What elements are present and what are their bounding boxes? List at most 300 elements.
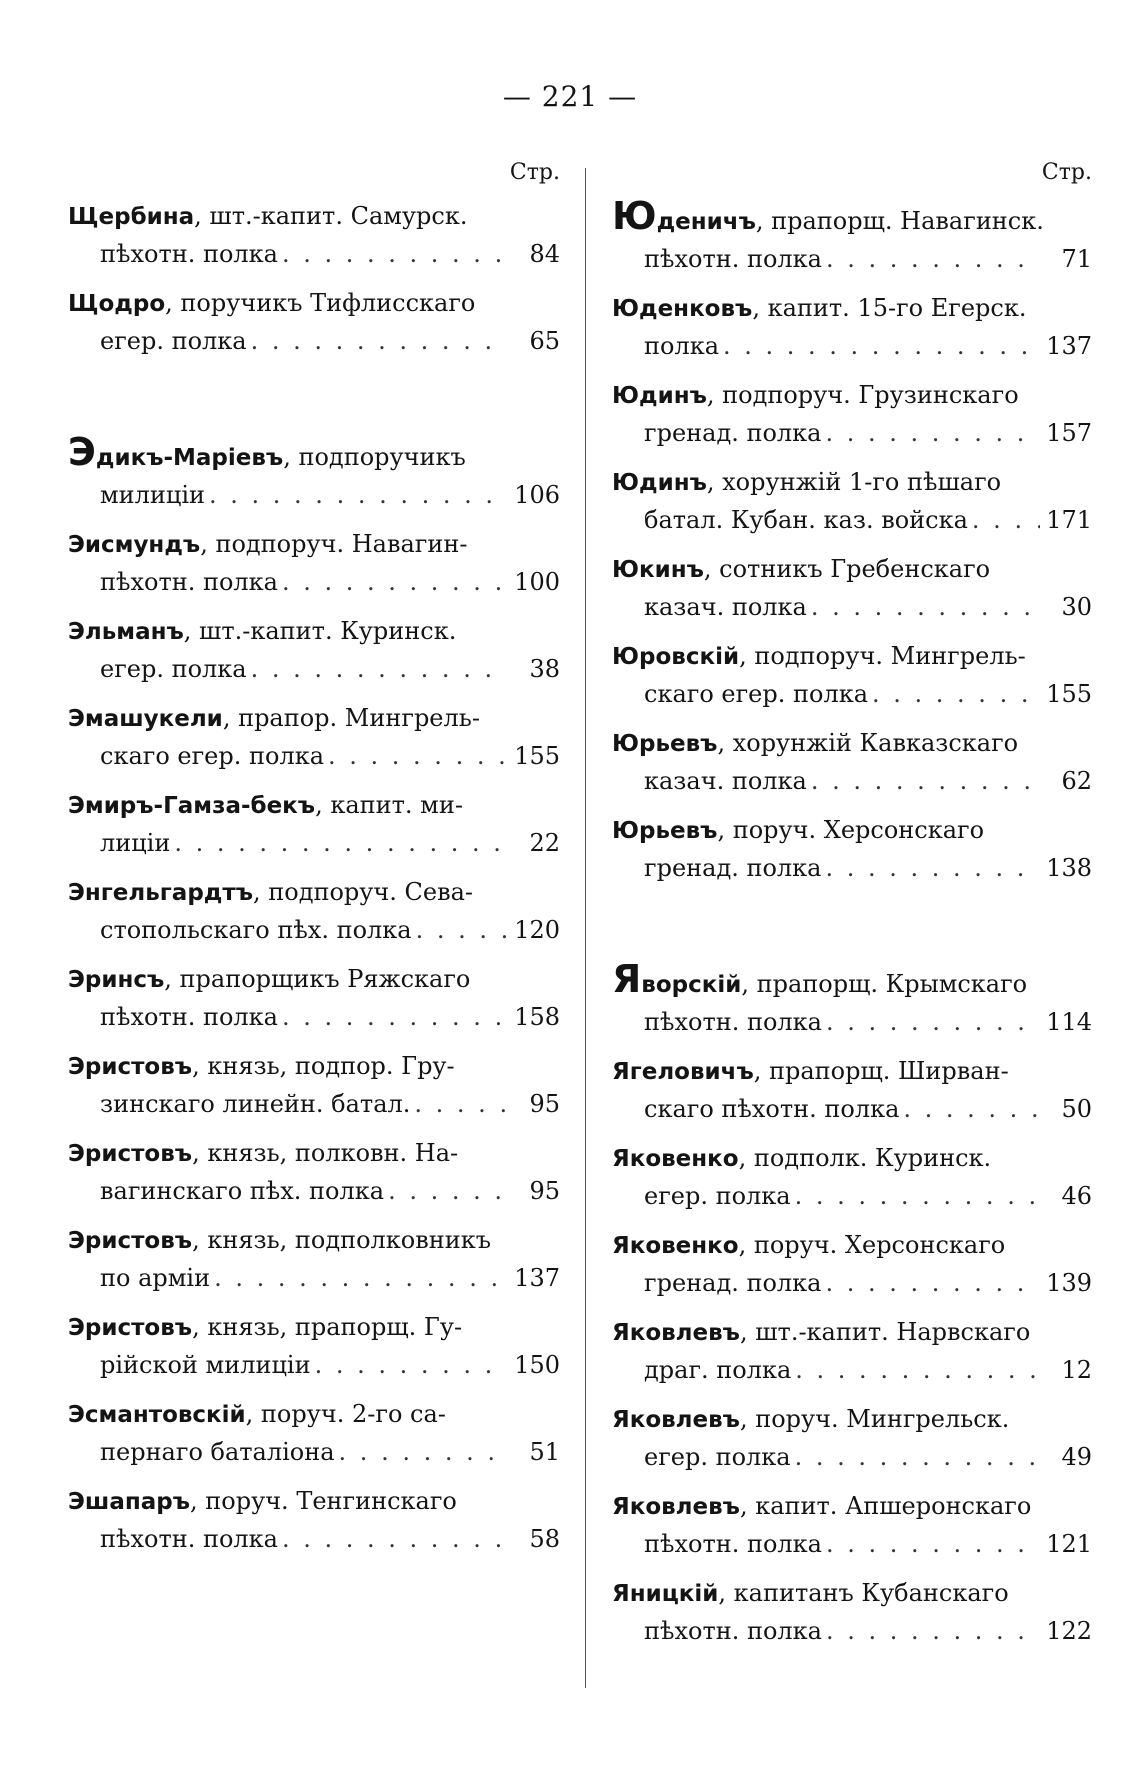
entry-line-2 bbox=[612, 589, 1092, 626]
entry-line-1 bbox=[612, 290, 1092, 328]
entry-desc-line-1: , поруч. Тенгинскаго bbox=[190, 1487, 457, 1515]
surname-rest: ербина bbox=[98, 204, 195, 230]
entry-surname bbox=[68, 874, 473, 912]
entry-surname bbox=[68, 1135, 458, 1173]
entry-line-1 bbox=[68, 285, 560, 323]
entry-line-2 bbox=[612, 502, 1092, 539]
entry-page-number: 12 bbox=[1061, 1356, 1092, 1384]
entry-desc-line-2: егер. полка bbox=[644, 1443, 791, 1471]
entry-line-1 bbox=[612, 1053, 1092, 1091]
entry-line-2 bbox=[612, 1004, 1092, 1041]
entry-line-2 bbox=[612, 1613, 1092, 1650]
entry-line-2 bbox=[68, 1260, 560, 1297]
surname-rest: исмундъ bbox=[84, 532, 201, 558]
dot-leader bbox=[414, 1086, 508, 1123]
surname-rest: ковенко bbox=[629, 1233, 739, 1259]
surname-rest: ницкій bbox=[629, 1581, 719, 1607]
entry-surname bbox=[612, 1575, 1009, 1613]
dot-leader bbox=[825, 1265, 1040, 1302]
entry-line-1 bbox=[612, 194, 1092, 241]
entry-surname bbox=[68, 285, 475, 323]
surname-rest: машукели bbox=[84, 706, 223, 732]
index-entry bbox=[612, 638, 1092, 713]
entry-surname bbox=[612, 1488, 1031, 1526]
dot-leader bbox=[811, 763, 1040, 800]
entry-line-1 bbox=[68, 1048, 560, 1086]
surname-rest: динъ bbox=[639, 470, 707, 496]
index-entry bbox=[612, 464, 1092, 539]
entry-page-number: 95 bbox=[529, 1177, 560, 1205]
surname-initial: Я bbox=[612, 1320, 630, 1346]
entry-line-1 bbox=[612, 638, 1092, 676]
surname-initial: Э bbox=[68, 1402, 85, 1428]
entry-line-2 bbox=[68, 1521, 560, 1558]
entry-page-number: 22 bbox=[529, 829, 560, 857]
entry-line-2 bbox=[612, 1091, 1092, 1128]
index-entry bbox=[612, 194, 1092, 278]
entry-page-number: 65 bbox=[529, 327, 560, 355]
surname-rest: смантовскій bbox=[84, 1402, 246, 1428]
entry-desc-line-2: казач. полка bbox=[644, 593, 807, 621]
surname-rest: ристовъ bbox=[84, 1054, 193, 1080]
entry-line-1 bbox=[68, 787, 560, 825]
entry-page-number: 157 bbox=[1046, 419, 1092, 447]
entry-desc-line-1: , поручикъ Тифлисскаго bbox=[165, 289, 476, 317]
surname-initial: Э bbox=[68, 967, 85, 993]
entry-desc-line-2: гренад. полка bbox=[644, 419, 822, 447]
entry-line-2 bbox=[612, 763, 1092, 800]
entry-page-number: 62 bbox=[1061, 767, 1092, 795]
dot-leader bbox=[903, 1091, 1040, 1128]
index-entry bbox=[612, 1227, 1092, 1302]
surname-rest: рьевъ bbox=[639, 818, 718, 844]
entry-line-2 bbox=[612, 1526, 1092, 1563]
surname-rest: ристовъ bbox=[84, 1141, 193, 1167]
entry-desc-line-1: , князь, прапорщ. Гу- bbox=[192, 1313, 463, 1341]
surname-initial: Я bbox=[612, 1059, 630, 1085]
entry-line-2 bbox=[612, 415, 1092, 452]
index-entry bbox=[68, 1048, 560, 1123]
entry-line-1 bbox=[612, 377, 1092, 415]
index-entry bbox=[68, 1396, 560, 1471]
dot-leader bbox=[251, 323, 508, 360]
dot-leader bbox=[174, 825, 508, 862]
entry-desc-line-1: , прапорщ. Навагинск. bbox=[755, 207, 1044, 235]
surname-initial: Я bbox=[612, 1233, 630, 1259]
entry-surname bbox=[612, 957, 1028, 1004]
entry-desc-line-1: , шт.-капит. Куринск. bbox=[183, 617, 457, 645]
surname-rest: геловичъ bbox=[629, 1059, 754, 1085]
dot-leader bbox=[723, 328, 1040, 365]
entry-desc-line-2: пѣхотн. полка bbox=[100, 240, 278, 268]
surname-initial: Э bbox=[68, 619, 85, 645]
entry-desc-line-1: , поруч. Херсонскаго bbox=[717, 816, 985, 844]
page-column-header: Стр. bbox=[509, 160, 560, 185]
surname-initial: Ю bbox=[612, 644, 639, 670]
entry-desc-line-1: , подпоруч. Навагин- bbox=[200, 530, 468, 558]
entry-desc-line-2: скаго егер. полка bbox=[100, 742, 325, 770]
index-entry bbox=[68, 1222, 560, 1297]
entry-line-2 bbox=[68, 1434, 560, 1471]
entry-line-1 bbox=[612, 464, 1092, 502]
surname-rest: ристовъ bbox=[84, 1315, 193, 1341]
dot-leader bbox=[825, 415, 1040, 452]
dot-leader bbox=[826, 1613, 1040, 1650]
dot-leader bbox=[282, 999, 508, 1036]
index-entry bbox=[612, 1314, 1092, 1389]
entry-page-number: 158 bbox=[514, 1003, 560, 1031]
entry-desc-line-2: лиціи bbox=[100, 829, 171, 857]
entry-surname bbox=[68, 700, 480, 738]
entry-surname bbox=[68, 430, 466, 477]
entry-page-number: 58 bbox=[529, 1525, 560, 1553]
dot-leader bbox=[282, 1521, 508, 1558]
surname-rest: денковъ bbox=[639, 296, 753, 322]
dot-leader bbox=[328, 738, 508, 775]
dot-leader bbox=[251, 651, 508, 688]
entry-desc-line-2: по арміи bbox=[100, 1264, 211, 1292]
entry-desc-line-2: пѣхотн. полка bbox=[644, 1008, 822, 1036]
entry-line-2 bbox=[68, 912, 560, 949]
letter-group-gap bbox=[612, 899, 1092, 961]
index-entry bbox=[68, 1309, 560, 1384]
entry-surname bbox=[68, 1222, 491, 1260]
surname-initial: Ю bbox=[612, 731, 639, 757]
surname-initial: Щ bbox=[68, 204, 99, 230]
entry-page-number: 51 bbox=[529, 1438, 560, 1466]
entry-line-2 bbox=[68, 564, 560, 601]
surname-initial: Э bbox=[68, 706, 85, 732]
entry-line-2 bbox=[612, 1178, 1092, 1215]
entry-line-2 bbox=[68, 999, 560, 1036]
entry-desc-line-2: милиціи bbox=[100, 481, 206, 509]
index-entry bbox=[68, 700, 560, 775]
entry-line-2 bbox=[612, 1265, 1092, 1302]
index-entry bbox=[68, 526, 560, 601]
entry-desc-line-2: скаго пѣхотн. полка bbox=[644, 1095, 900, 1123]
surname-rest: ковлевъ bbox=[629, 1320, 740, 1346]
column-divider bbox=[585, 168, 586, 1688]
index-entry bbox=[612, 1575, 1092, 1650]
entry-line-1 bbox=[68, 430, 560, 477]
entry-surname bbox=[612, 812, 984, 850]
entry-page-number: 155 bbox=[1046, 680, 1092, 708]
entry-line-2 bbox=[68, 323, 560, 360]
surname-initial: Щ bbox=[68, 291, 99, 317]
entry-surname bbox=[612, 290, 1026, 328]
entry-line-1 bbox=[612, 1227, 1092, 1265]
surname-rest: ковлевъ bbox=[629, 1494, 740, 1520]
index-entry bbox=[612, 1140, 1092, 1215]
index-entry bbox=[612, 377, 1092, 452]
entry-surname bbox=[612, 1314, 1030, 1352]
entry-page-number: 46 bbox=[1061, 1182, 1092, 1210]
entry-page-number: 50 bbox=[1061, 1095, 1092, 1123]
entry-line-2 bbox=[612, 328, 1092, 365]
surname-rest: одро bbox=[98, 291, 166, 317]
entry-desc-line-1: , подпоруч. Сева- bbox=[252, 878, 474, 906]
index-entry bbox=[68, 198, 560, 273]
entry-page-number: 106 bbox=[514, 481, 560, 509]
surname-rest: ристовъ bbox=[84, 1228, 193, 1254]
surname-rest: деничъ bbox=[656, 209, 756, 235]
entry-page-number: 71 bbox=[1061, 245, 1092, 273]
surname-initial: Ю bbox=[612, 194, 657, 238]
surname-initial: Я bbox=[612, 1494, 630, 1520]
index-entry bbox=[612, 290, 1092, 365]
entry-line-2 bbox=[612, 850, 1092, 887]
surname-rest: рьевъ bbox=[639, 731, 718, 757]
dot-leader bbox=[416, 912, 508, 949]
entry-desc-line-1: , князь, подпор. Гру- bbox=[192, 1052, 455, 1080]
entry-surname bbox=[68, 198, 467, 236]
entry-desc-line-1: , капит. Апшеронскаго bbox=[739, 1492, 1032, 1520]
surname-rest: миръ-Гамза-бекъ bbox=[84, 793, 316, 819]
dot-leader bbox=[282, 236, 508, 273]
surname-initial: Я bbox=[612, 1146, 630, 1172]
entry-desc-line-1: , капит. ми- bbox=[315, 791, 463, 819]
surname-rest: шапаръ bbox=[84, 1489, 190, 1515]
entry-desc-line-1: , прапорщ. Крымскаго bbox=[741, 970, 1028, 998]
entry-surname bbox=[612, 1401, 1009, 1439]
entry-page-number: 49 bbox=[1061, 1443, 1092, 1471]
surname-rest: дикъ-Маріевъ bbox=[95, 445, 284, 471]
entry-surname bbox=[68, 613, 456, 651]
entry-desc-line-2: егер. полка bbox=[100, 327, 247, 355]
surname-initial: Э bbox=[68, 1054, 85, 1080]
entry-line-2 bbox=[612, 241, 1092, 278]
surname-rest: динъ bbox=[639, 383, 707, 409]
entry-line-1 bbox=[612, 551, 1092, 589]
entry-desc-line-2: пернаго баталіона bbox=[100, 1438, 335, 1466]
entry-surname bbox=[68, 787, 463, 825]
entry-line-1 bbox=[68, 961, 560, 999]
entry-desc-line-2: драг. полка bbox=[644, 1356, 792, 1384]
index-entry bbox=[612, 725, 1092, 800]
index-entry bbox=[68, 613, 560, 688]
surname-rest: льманъ bbox=[84, 619, 184, 645]
entry-page-number: 155 bbox=[514, 742, 560, 770]
entry-desc-line-2: егер. полка bbox=[644, 1182, 791, 1210]
surname-initial: Я bbox=[612, 957, 642, 1001]
dot-leader bbox=[825, 850, 1040, 887]
entry-line-1 bbox=[68, 526, 560, 564]
entry-line-1 bbox=[68, 198, 560, 236]
entry-line-1 bbox=[612, 812, 1092, 850]
entry-page-number: 137 bbox=[514, 1264, 560, 1292]
dot-leader bbox=[339, 1434, 508, 1471]
entry-desc-line-1: , хорунжій 1-го пѣшаго bbox=[706, 468, 1002, 496]
index-entry bbox=[68, 787, 560, 862]
entry-surname bbox=[612, 1140, 991, 1178]
letter-group-gap bbox=[68, 372, 560, 434]
page-number: — 221 — bbox=[502, 80, 638, 113]
entry-page-number: 139 bbox=[1046, 1269, 1092, 1297]
dot-leader bbox=[282, 564, 508, 601]
entry-line-1 bbox=[612, 1401, 1092, 1439]
entry-desc-line-1: , подпоручикъ bbox=[283, 443, 466, 471]
entry-page-number: 120 bbox=[514, 916, 560, 944]
entry-line-1 bbox=[68, 1396, 560, 1434]
entry-desc-line-1: , шт.-капит. Нарвскаго bbox=[739, 1318, 1031, 1346]
entry-surname bbox=[68, 1048, 455, 1086]
entry-desc-line-1: , сотникъ Гребенскаго bbox=[703, 555, 991, 583]
dot-leader bbox=[872, 676, 1040, 713]
entry-page-number: 30 bbox=[1061, 593, 1092, 621]
dot-leader bbox=[315, 1347, 508, 1384]
dot-leader bbox=[209, 477, 508, 514]
entry-line-1 bbox=[68, 1309, 560, 1347]
entry-desc-line-1: , поруч. Мингрельск. bbox=[739, 1405, 1010, 1433]
surname-initial: Э bbox=[68, 1228, 85, 1254]
entry-page-number: 84 bbox=[529, 240, 560, 268]
surname-rest: кинъ bbox=[639, 557, 704, 583]
entry-desc-line-2: полка bbox=[644, 332, 719, 360]
surname-initial: Э bbox=[68, 430, 96, 474]
entry-desc-line-2: гренад. полка bbox=[644, 1269, 822, 1297]
entry-desc-line-1: , шт.-капит. Самурск. bbox=[194, 202, 468, 230]
page-column-header: Стр. bbox=[1041, 160, 1092, 185]
surname-rest: ринсъ bbox=[84, 967, 165, 993]
surname-initial: Э bbox=[68, 532, 85, 558]
entry-desc-line-2: казач. полка bbox=[644, 767, 807, 795]
entry-line-1 bbox=[68, 613, 560, 651]
surname-rest: ровскій bbox=[639, 644, 740, 670]
surname-initial: Ю bbox=[612, 383, 639, 409]
surname-initial: Ю bbox=[612, 818, 639, 844]
entry-surname bbox=[612, 377, 1019, 415]
surname-initial: Ю bbox=[612, 470, 639, 496]
dot-leader bbox=[826, 241, 1040, 278]
entry-surname bbox=[612, 194, 1044, 241]
entry-desc-line-2: гренад. полка bbox=[644, 854, 822, 882]
entry-line-1 bbox=[612, 1488, 1092, 1526]
entry-page-number: 137 bbox=[1046, 332, 1092, 360]
surname-rest: нгельгардтъ bbox=[84, 880, 253, 906]
entry-desc-line-2: стопольскаго пѣх. полка bbox=[100, 916, 412, 944]
entry-desc-line-1: , подпоруч. Грузинскаго bbox=[706, 381, 1019, 409]
surname-initial: Э bbox=[68, 1315, 85, 1341]
entry-line-1 bbox=[68, 1483, 560, 1521]
entry-desc-line-2: пѣхотн. полка bbox=[644, 245, 822, 273]
surname-rest: ковенко bbox=[629, 1146, 739, 1172]
entry-desc-line-2: пѣхотн. полка bbox=[100, 568, 278, 596]
entry-desc-line-2: скаго егер. полка bbox=[644, 680, 869, 708]
entry-line-1 bbox=[68, 1222, 560, 1260]
entry-page-number: 122 bbox=[1046, 1617, 1092, 1645]
entry-surname bbox=[612, 551, 990, 589]
entry-line-2 bbox=[68, 1173, 560, 1210]
entry-surname bbox=[612, 638, 1026, 676]
dot-leader bbox=[826, 1004, 1040, 1041]
entry-line-1 bbox=[612, 1140, 1092, 1178]
entry-line-1 bbox=[612, 725, 1092, 763]
surname-initial: Ю bbox=[612, 296, 639, 322]
entry-surname bbox=[68, 961, 470, 999]
entry-desc-line-2: зинскаго линейн. батал. bbox=[100, 1090, 411, 1118]
left-column bbox=[68, 160, 560, 1570]
index-entry bbox=[612, 812, 1092, 887]
entry-line-2 bbox=[68, 1086, 560, 1123]
entry-desc-line-2: рійской милиціи bbox=[100, 1351, 311, 1379]
entry-desc-line-2: пѣхотн. полка bbox=[644, 1617, 822, 1645]
entry-line-2 bbox=[612, 1439, 1092, 1476]
surname-initial: Я bbox=[612, 1407, 630, 1433]
surname-initial: Э bbox=[68, 880, 85, 906]
index-entry bbox=[68, 874, 560, 949]
right-column bbox=[612, 160, 1092, 1662]
surname-initial: Э bbox=[68, 1489, 85, 1515]
entry-line-1 bbox=[68, 874, 560, 912]
entry-line-2 bbox=[68, 1347, 560, 1384]
entry-surname bbox=[612, 725, 1018, 763]
entry-surname bbox=[612, 464, 1001, 502]
surname-initial: Э bbox=[68, 1141, 85, 1167]
entry-page-number: 100 bbox=[514, 568, 560, 596]
entry-desc-line-1: , подполк. Куринск. bbox=[738, 1144, 992, 1172]
dot-leader bbox=[795, 1352, 1040, 1389]
index-entry bbox=[612, 1488, 1092, 1563]
index-entry bbox=[68, 430, 560, 514]
entry-line-1 bbox=[612, 1314, 1092, 1352]
entry-line-1 bbox=[612, 1575, 1092, 1613]
entry-line-1 bbox=[612, 957, 1092, 1004]
dot-leader bbox=[972, 502, 1040, 539]
entry-line-2 bbox=[612, 1352, 1092, 1389]
dot-leader bbox=[811, 589, 1040, 626]
entry-surname bbox=[68, 1483, 457, 1521]
entry-desc-line-1: , прапорщикъ Ряжскаго bbox=[164, 965, 471, 993]
index-entry bbox=[612, 957, 1092, 1041]
entry-page-number: 150 bbox=[514, 1351, 560, 1379]
surname-initial: Я bbox=[612, 1581, 630, 1607]
entry-desc-line-2: егер. полка bbox=[100, 655, 247, 683]
index-entry bbox=[612, 551, 1092, 626]
dot-leader bbox=[826, 1526, 1040, 1563]
dot-leader bbox=[795, 1439, 1040, 1476]
entry-surname bbox=[612, 1053, 1009, 1091]
index-entry bbox=[68, 285, 560, 360]
entry-surname bbox=[68, 1396, 446, 1434]
index-entry bbox=[612, 1053, 1092, 1128]
entry-desc-line-1: , князь, полковн. На- bbox=[192, 1139, 459, 1167]
entry-desc-line-1: , поруч. Херсонскаго bbox=[738, 1231, 1006, 1259]
entry-surname bbox=[68, 1309, 462, 1347]
entry-line-2 bbox=[68, 651, 560, 688]
entry-desc-line-2: батал. Кубан. каз. войска bbox=[644, 506, 968, 534]
entry-desc-line-1: , князь, подполковникъ bbox=[192, 1226, 492, 1254]
entry-line-2 bbox=[612, 676, 1092, 713]
dot-leader bbox=[214, 1260, 508, 1297]
entry-page-number: 38 bbox=[529, 655, 560, 683]
entry-desc-line-2: вагинскаго пѣх. полка bbox=[100, 1177, 385, 1205]
entry-page-number: 138 bbox=[1046, 854, 1092, 882]
entry-desc-line-2: пѣхотн. полка bbox=[100, 1003, 278, 1031]
entry-surname bbox=[612, 1227, 1005, 1265]
entry-page-number: 121 bbox=[1046, 1530, 1092, 1558]
entry-desc-line-1: , подпоруч. Мингрель- bbox=[739, 642, 1026, 670]
entry-page-number: 114 bbox=[1046, 1008, 1092, 1036]
index-entry bbox=[68, 961, 560, 1036]
entry-line-1 bbox=[68, 1135, 560, 1173]
index-entry bbox=[68, 1483, 560, 1558]
surname-initial: Ю bbox=[612, 557, 639, 583]
entry-desc-line-1: , капит. 15-го Егерск. bbox=[752, 294, 1027, 322]
index-entry bbox=[68, 1135, 560, 1210]
entry-line-2 bbox=[68, 236, 560, 273]
surname-initial: Э bbox=[68, 793, 85, 819]
entry-page-number: 95 bbox=[529, 1090, 560, 1118]
